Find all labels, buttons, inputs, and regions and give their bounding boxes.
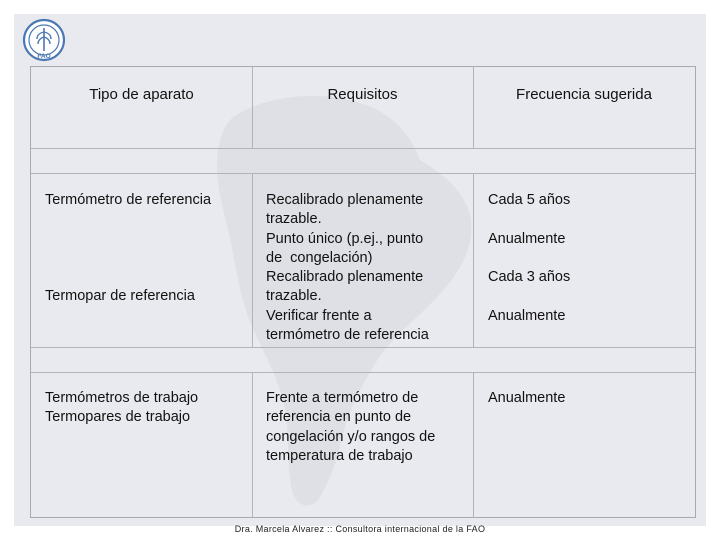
frequency-value: Cada 3 años — [488, 269, 571, 285]
table-divider — [31, 173, 695, 174]
table-divider — [473, 67, 474, 148]
svg-text:FAO: FAO — [37, 53, 51, 60]
requirement-line: de congelación) — [266, 249, 373, 266]
requirement-line: temperatura de trabajo — [266, 447, 413, 464]
table-divider — [252, 173, 253, 347]
requirement-line: Punto único (p.ej., punto — [266, 230, 424, 247]
device-name: Termopares de trabajo — [45, 409, 191, 425]
frequency-value: Anualmente — [488, 308, 566, 324]
requirements-cell — [266, 191, 466, 345]
requirement-line: referencia en punto de — [266, 409, 412, 426]
frequency-value: Anualmente — [488, 390, 566, 406]
table-divider — [252, 372, 253, 517]
requirement-line: Recalibrado plenamente — [266, 192, 424, 208]
footer-credit: Dra. Marcela Alvarez :: Consultora internacional de la FAO — [234, 524, 486, 534]
requirement-line: congelación y/o rangos de — [266, 428, 436, 445]
requirement-line: termómetro de referencia — [266, 327, 429, 344]
requirement-line: Frente a termómetro de — [266, 390, 419, 406]
column-header-frequency: Frecuencia sugerida — [516, 86, 652, 103]
requirements-table — [30, 66, 696, 518]
table-divider — [473, 173, 474, 347]
frequency-value: Anualmente — [488, 231, 566, 247]
column-header-device: Tipo de aparato — [89, 86, 194, 103]
device-name: Termómetros de trabajo — [45, 390, 199, 406]
column-header-requirements: Requisitos — [327, 86, 398, 103]
table-divider — [31, 347, 695, 348]
table-divider — [31, 148, 695, 149]
table-divider — [473, 372, 474, 517]
frequency-value: Cada 5 años — [488, 192, 571, 208]
requirement-line: Recalibrado plenamente — [266, 269, 424, 286]
requirements-cell — [266, 389, 466, 466]
table-divider — [252, 67, 253, 148]
requirement-line: trazable. — [266, 211, 322, 228]
table-divider — [31, 372, 695, 373]
device-name: Termómetro de referencia — [45, 192, 212, 208]
fao-logo-icon — [22, 18, 66, 62]
requirement-line: trazable. — [266, 288, 322, 305]
device-name: Termopar de referencia — [45, 288, 195, 304]
requirement-line: Verificar frente a — [266, 307, 372, 324]
